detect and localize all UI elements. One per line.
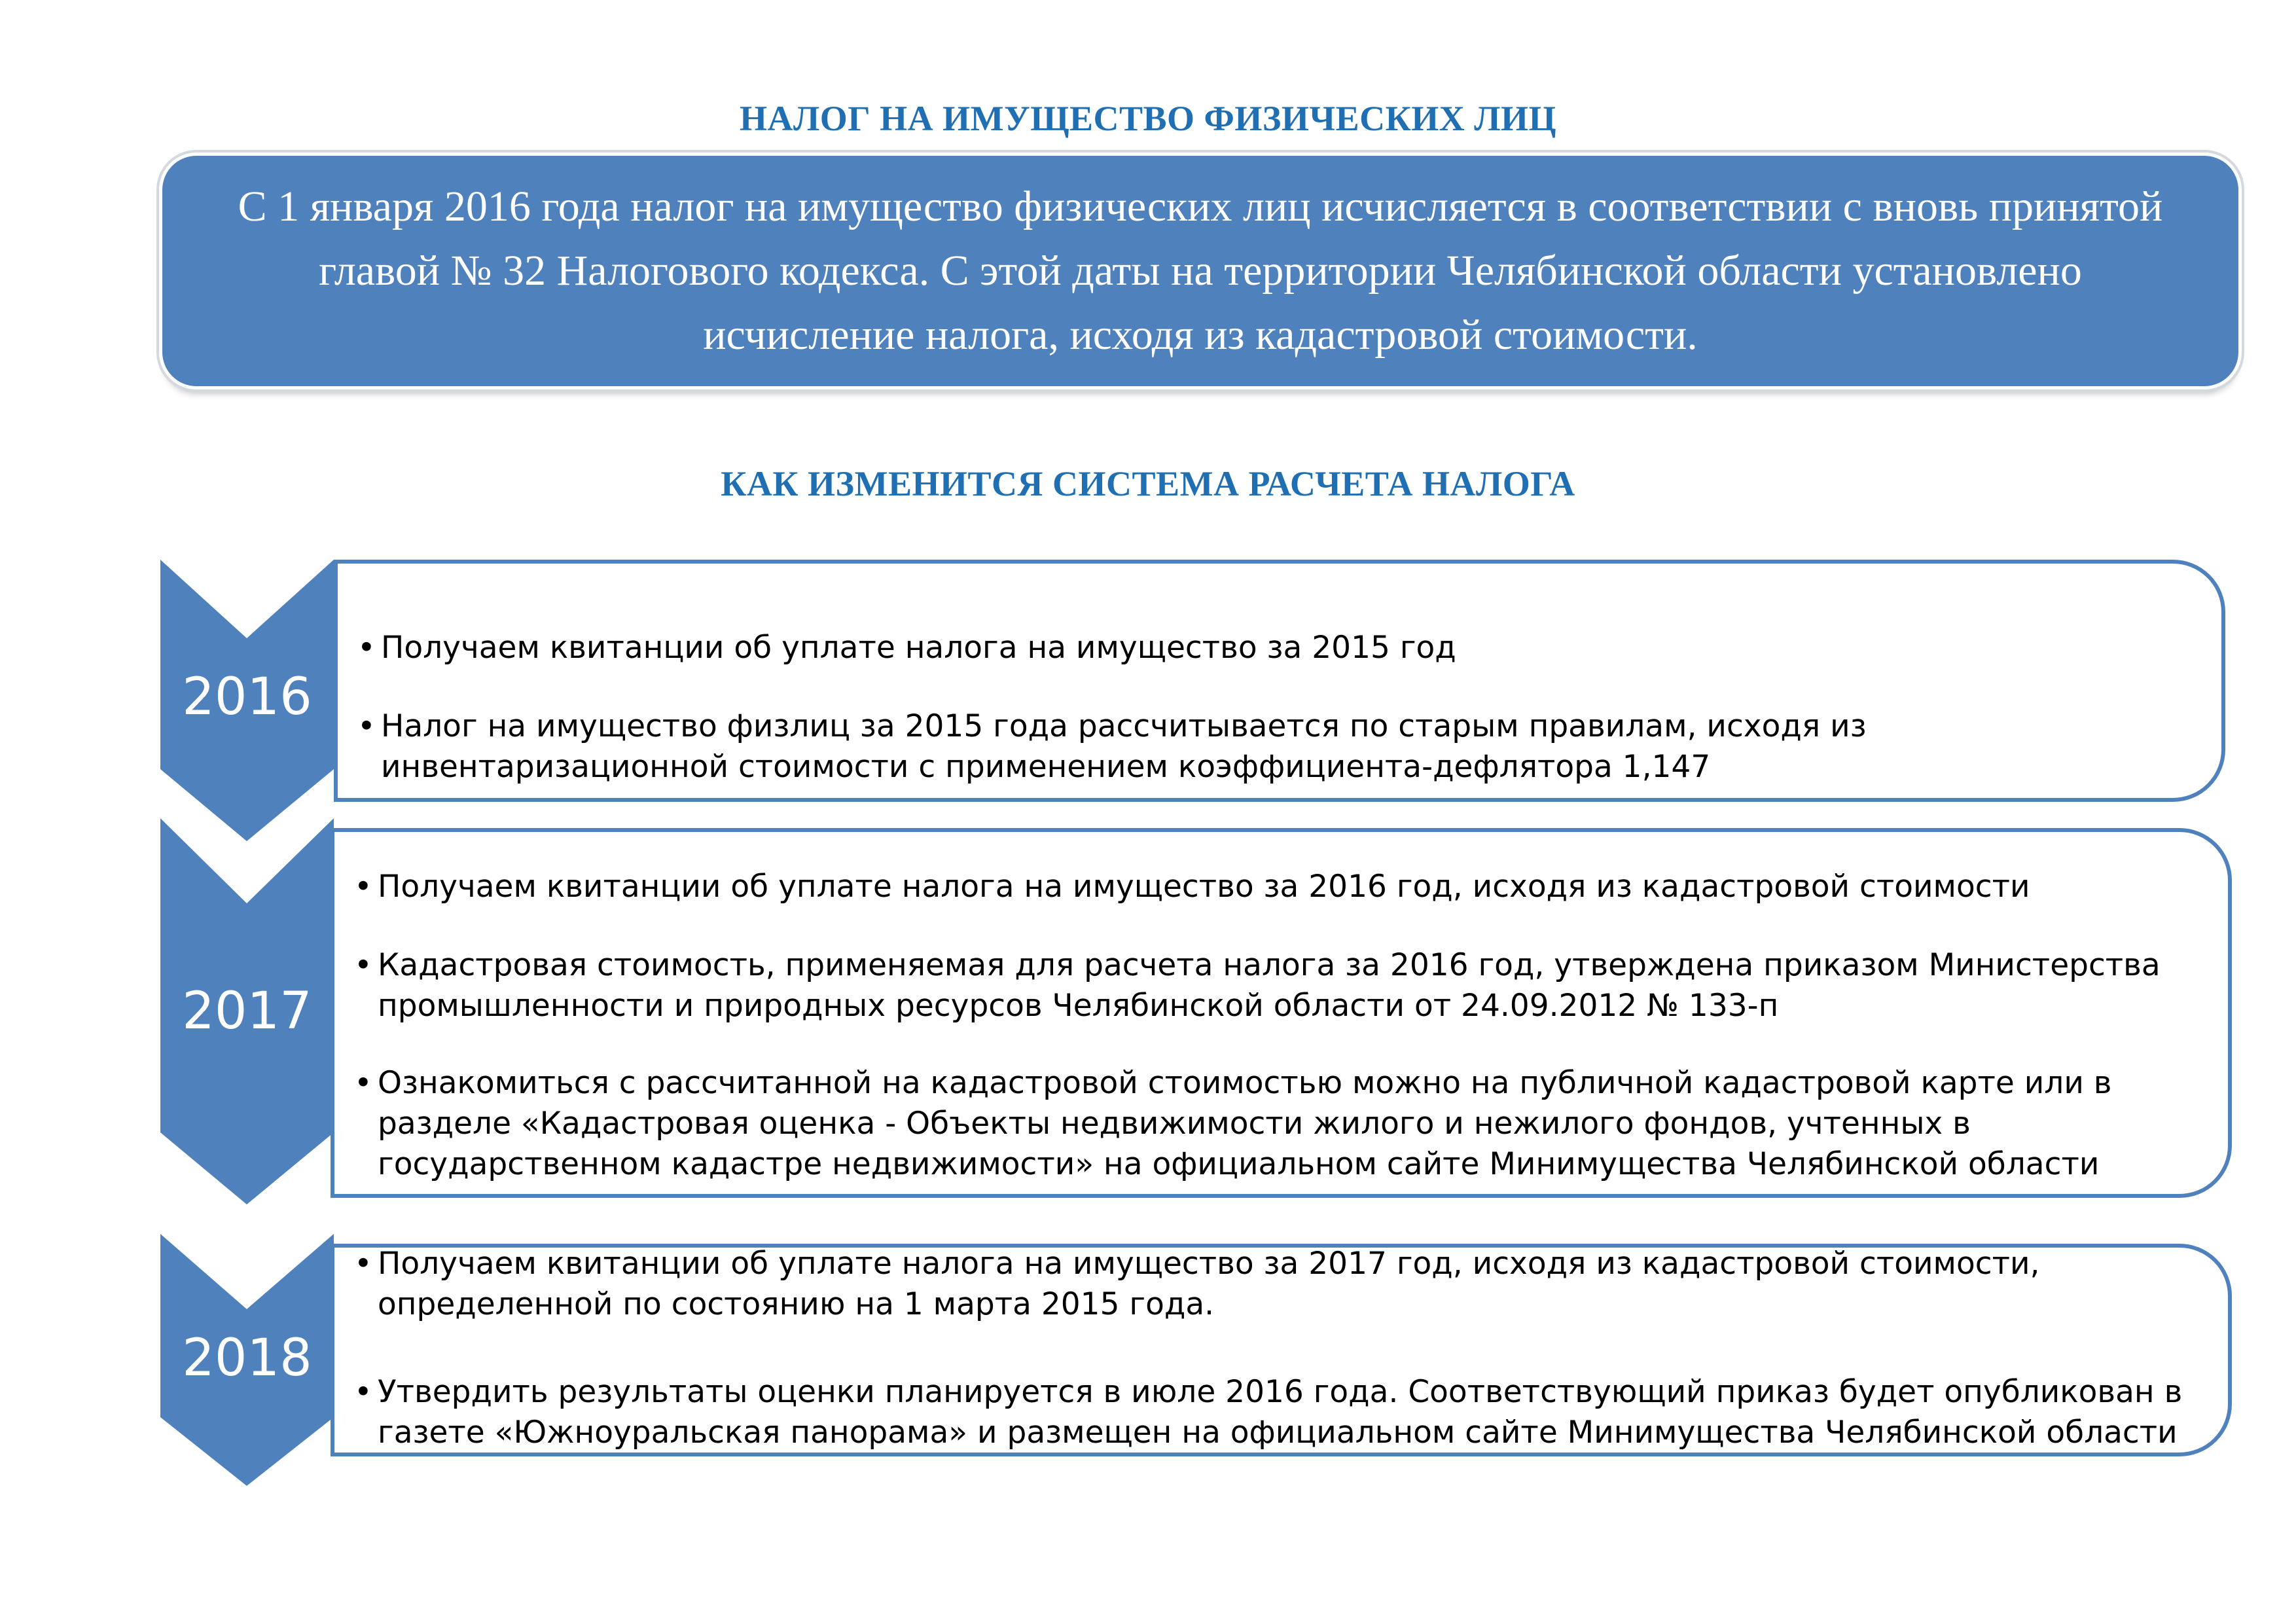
intro-banner [162, 156, 2238, 386]
list-item: • Получаем квитанции об уплате налога на имущество за 2015 год [338, 628, 2208, 668]
intro-text: С 1 января 2016 года налог на имущество физических лиц исчисляется в соответствии с вновь принятой главой № 32 Налогового кодекса. С этой даты на территории Челябинской области установлено исчисление налога, исходя из кадастровой стоимости. [238, 183, 2163, 359]
list-item: • Получаем квитанции об уплате налога на имущество за 2017 год, исходя из кадастровой стоимости, определенной по состоянию на 1 марта 2015 года. [334, 1244, 2215, 1325]
list-item: • Налог на имущество физлиц за 2015 года рассчитывается по старым правилам, исходя из инвентаризационной стоимости с применением коэффициента-дефлятора 1,147 [338, 706, 2208, 787]
year-chevron-2016 [160, 560, 334, 841]
year-label-2018: 2018 [182, 1329, 312, 1388]
list-item: • Получаем квитанции об уплате налога на имущество за 2016 год, исходя из кадастровой стоимости [334, 867, 2215, 907]
timeline-card-2017 [331, 828, 2232, 1198]
year-label-2017: 2017 [182, 982, 312, 1041]
year-label-2016: 2016 [182, 668, 312, 727]
timeline-card-2016 [334, 560, 2225, 802]
list-item: • Кадастровая стоимость, применяемая для расчета налога за 2016 год, утверждена приказом Министерства промышленности и природных ресурсов Челябинской области от 24.09.2012 № 133-п [334, 945, 2215, 1026]
list-item: • Утвердить результаты оценки планируется в июле 2016 года. Соответствующий приказ будет опубликован в газете «Южноуральская панорама» и размещен на официальном сайте Минимущества Челябинской области [334, 1372, 2215, 1453]
year-chevron-2017 [160, 818, 334, 1204]
page-title: НАЛОГ НА ИМУЩЕСТВО ФИЗИЧЕСКИХ ЛИЦ [740, 99, 1556, 138]
list-item: • Ознакомиться с рассчитанной на кадастровой стоимостью можно на публичной кадастровой карте или в разделе «Кадастровая оценка - Объекты недвижимости жилого и нежилого фондов, учтенных в государственном кадастре недвижимости» на официальном сайте Минимущества Челябинской области [334, 1063, 2215, 1185]
timeline-card-2018 [331, 1244, 2232, 1456]
year-chevron-2018 [160, 1234, 334, 1486]
section-title: КАК ИЗМЕНИТСЯ СИСТЕМА РАСЧЕТА НАЛОГА [721, 464, 1575, 503]
